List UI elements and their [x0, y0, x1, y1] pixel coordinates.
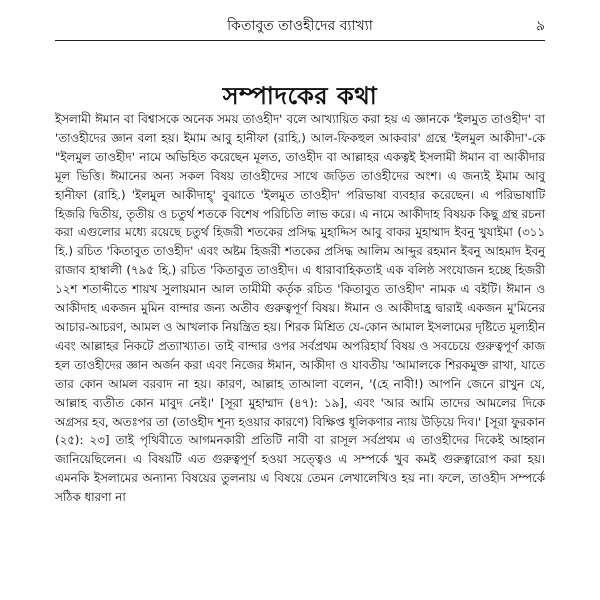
page-header: [55, 14, 545, 38]
header-rule: [55, 40, 545, 41]
chapter-title: সম্পাদকের কথা: [222, 82, 378, 111]
running-title: কিতাবুত তাওহীদের ব্যাখ্যা: [227, 18, 373, 34]
body-text: [55, 110, 545, 507]
page-number: ৯: [535, 18, 545, 34]
body-paragraph: ইসলামী ঈমান বা বিশ্বাসকে অনেক সময় তাওহীদ' বলে আখ্যায়িত করা হয় এ জ্ঞানকে 'ইলমুত তাওহীদ' বা 'তাওহীদের জ্ঞান বলা হয়। ইমাম আবু হানীফা (রাহি.) আল-ফিকহুল আকবার' গ্রন্থে 'ইলমুল আকীদা'-কে "ইলমুল তাওহীদ' নামে অভিহিত করেছেন মূলত, তাওহীদ বা আল্লাহর একত্বই ইসলামী ঈমান বা আকীদার মূল ভিত্তি। ঈমানের অন্য সকল বিষয় তাওহীদের সাথে জড়িত তাওহীদের অংশ। এ জন্যই ইমাম আবু হানীফা (রাহি.) 'ইলমুল আকীদাহ্' বুঝাতে 'ইলমুত তাওহীদ' পরিভাষা ব্যবহার করেছেন। এ পরিভাষাটি হিজরি দ্বিতীয়, তৃতীয় ও চতুর্থ শতকে বিশেষ পরিচিতি লাভ করে। এ নামে আকীদাহ বিষয়ক কিছু গ্রন্থ রচনা করা এগুলোর মধ্যে রয়েছে চতুর্থ হিজরী শতকের প্রসিদ্ধ মুহাদ্দিস আবু বাকর মুহাম্মাদ ইবনু খুযাইমা (৩১১ হি.) রচিত 'কিতাবুত তাওহীদ' এবং অষ্টম হিজরী শতকের প্রসিদ্ধ আলিম আব্দুর রহমান ইবনু আহমাদ ইবনু রাজাব হাম্বালী (৭৯৫ হি.) রচিত 'কিতাবুত তাওহীদ। এ ধারাবাহিকতাই এক বলিষ্ঠ সংযোজন হচ্ছে হিজরী ১২শ শতাব্দীতে শায়খ সুলায়মান আল তামীমী কর্তৃক রচিত 'কিতাবুত তাওহীদ' নামক এ বইটি। ঈমান ও আকীদাহ একজন মুমিন বান্দার জন্য অতীব গুরুত্বপূর্ণ বিষয়। ঈমান ও আকীদাহ্র দ্বারাই একজন মু'মিনের আচার-আচরণ, আমল ও আখলাক নিয়ন্ত্রিত হয়। শিরক মিশ্রিত যে-কোন আমাল ইসলামের দৃষ্টিতে মূল্যহীন এবং আল্লাহর নিকটে প্রত্যাখ্যাত। তাই বান্দার ওপর সর্বপ্রথম অপরিহার্য বিষয় ও সবচেয়ে গুরুত্বপূর্ণ কাজ হল তাওহীদের জ্ঞান অর্জন করা এবং নিজের ঈমান, আকীদা ও যাবতীয় 'আমালকে শিরকমুক্ত রাখা, যাতে তার কোন আমল বরবাদ না হয়। কারণ, আল্লাহ তাআলা বলেন, '(হে নাবী!) আপনি জেনে রাখুন যে, আল্লাহ ব্যতীত কোন মাবুদ নেই।' [সূরা মুহাম্মাদ (৪৭): ১৯], এবং 'আর আমি তাদের আমলের দিকে অগ্রসর হব, অতঃপর তা (তাওহীদ শূন্য হওয়ার কারণে) বিক্ষিপ্ত ধূলিকণার ন্যায় উড়িয়ে দিব।' [সূরা ফুরকান (২৫): ২৩] তাই পৃথিবীতে আগমনকারী প্রতিটি নাবী বা রাসূল সর্বপ্রথম এ তাওহীদের দিকেই আহ্বান জানিয়েছিলেন। এ বিষয়টি এত গুরুত্বপূর্ণ হওয়া সত্ত্বেও এ সম্পর্কে খুব কমই গুরুত্বারোপ করা হয়। এমনকি ইসলামের অন্যান্য বিষয়ের তুলনায় এ বিষয়ে তেমন লেখালেখিও হয় না। ফলে, তাওহীদ সম্পর্কে সঠিক ধারণা না: [55, 112, 545, 505]
